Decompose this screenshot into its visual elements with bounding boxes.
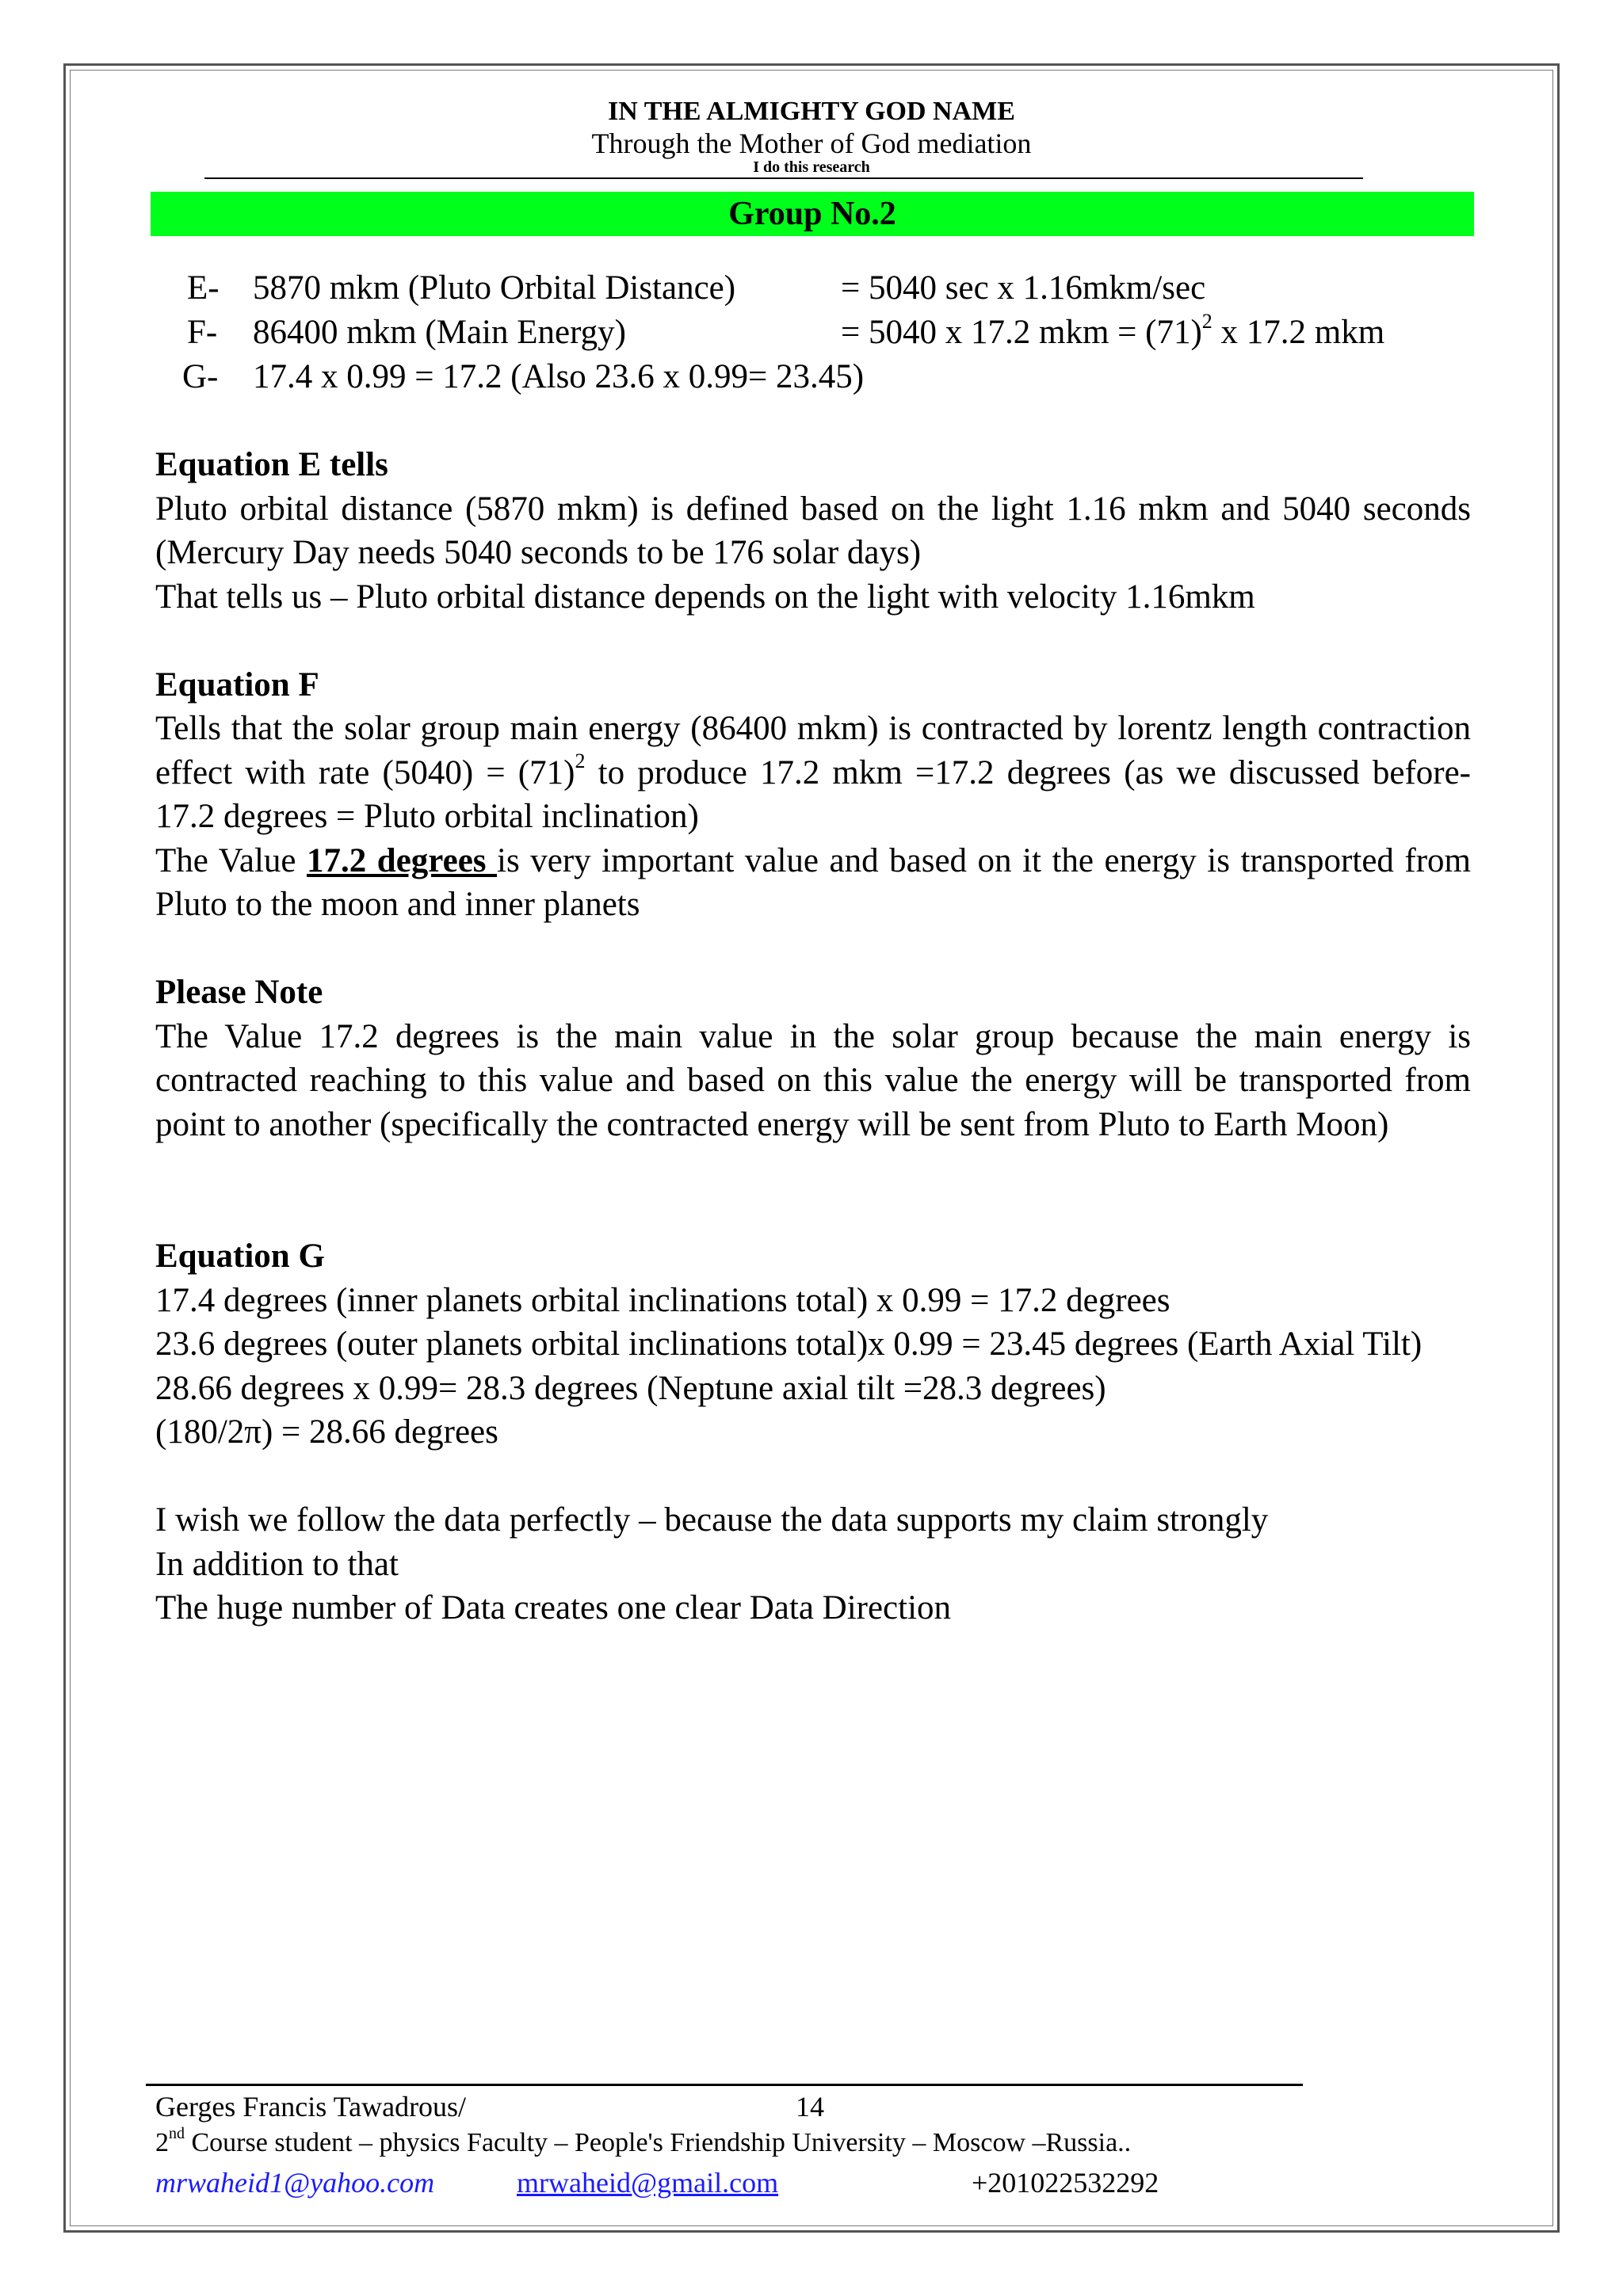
paragraph: 28.66 degrees x 0.99= 28.3 degrees (Neptune axial tilt =28.3 degrees) — [155, 1369, 1106, 1407]
section-heading: Please Note — [155, 974, 323, 1011]
paragraph: In addition to that — [155, 1545, 399, 1583]
section-heading: Equation E tells — [155, 446, 388, 483]
section-heading: Equation F — [155, 666, 319, 704]
equation-letter: G- — [182, 358, 219, 395]
footer-affiliation: 2nd Course student – physics Faculty – People's Friendship University – Moscow –Russia.. — [155, 2124, 1132, 2157]
paragraph: I wish we follow the data perfectly – because the data supports my claim strongly — [155, 1501, 1269, 1539]
paragraph: The Value 17.2 degrees is very important value and based on it the energy is transported from Pluto to the moon and inner planets — [155, 841, 1472, 923]
document-body — [155, 443, 1471, 1630]
paragraph: 23.6 degrees (outer planets orbital inclinations total)x 0.99 = 23.45 degrees (Earth Axial Tilt) — [155, 1325, 1423, 1363]
header-divider — [204, 177, 1363, 179]
footer-author: Gerges Francis Tawadrous/ — [155, 2091, 467, 2122]
equation-letter: F- — [187, 314, 218, 351]
paragraph: The huge number of Data creates one clear Data Direction — [155, 1589, 952, 1627]
header-subtitle: Through the Mother of God mediation — [591, 128, 1032, 159]
header-small-note: I do this research — [753, 158, 870, 176]
paragraph: 17.4 degrees (inner planets orbital inclinations total) x 0.99 = 17.2 degrees — [155, 1281, 1170, 1319]
footer-divider — [146, 2084, 1303, 2086]
equation-left: 17.4 x 0.99 = 17.2 (Also 23.6 x 0.99= 23.45) — [253, 358, 865, 395]
paragraph: The Value 17.2 degrees is the main value in the solar group because the main energy is contracted reaching to this value and based on this value the energy will be transported from point to another (specifically the contracted energy will be sent from Pluto to Earth Moon) — [155, 1017, 1471, 1143]
paragraph: (180/2π) = 28.66 degrees — [155, 1413, 498, 1451]
footer-email-gmail[interactable]: mrwaheid@gmail.com — [517, 2167, 779, 2199]
equation-letter: E- — [187, 269, 220, 307]
section-heading: Equation G — [155, 1238, 325, 1275]
footer-phone: +201022532292 — [972, 2167, 1159, 2199]
equation-right: = 5040 x 17.2 mkm = $(71)^2$ x 17.2 mkm — [841, 309, 1385, 351]
paragraph: Pluto orbital distance (5870 mkm) is defined based on the light 1.16 mkm and 5040 seconds (Mercury Day needs 5040 seconds to be 176 solar days) — [155, 490, 1471, 571]
equation-right: = 5040 sec x 1.16mkm/sec — [841, 269, 1206, 307]
header-title: IN THE ALMIGHTY GOD NAME — [608, 97, 1015, 126]
equation-left: 5870 mkm (Pluto Orbital Distance) — [253, 269, 736, 307]
equation-left: 86400 mkm (Main Energy) — [253, 314, 626, 351]
highlighted-value: 17.2 degrees — [307, 841, 498, 879]
paragraph: Tells that the solar group main energy (86400 mkm) is contracted by lorentz length contraction effect with rate $(5040) = (71)^2$ to produce 17.2 mkm =17.2 degrees (as we discussed before- 17.2 degrees = Pluto orbital inclination) — [155, 710, 1471, 835]
page-number: 14 — [796, 2091, 824, 2122]
footer-email-yahoo[interactable]: mrwaheid1@yahoo.com — [155, 2167, 435, 2199]
group-title-bar: Group No.2 — [151, 192, 1474, 236]
paragraph: That tells us – Pluto orbital distance depends on the light with velocity 1.16mkm — [155, 578, 1255, 616]
